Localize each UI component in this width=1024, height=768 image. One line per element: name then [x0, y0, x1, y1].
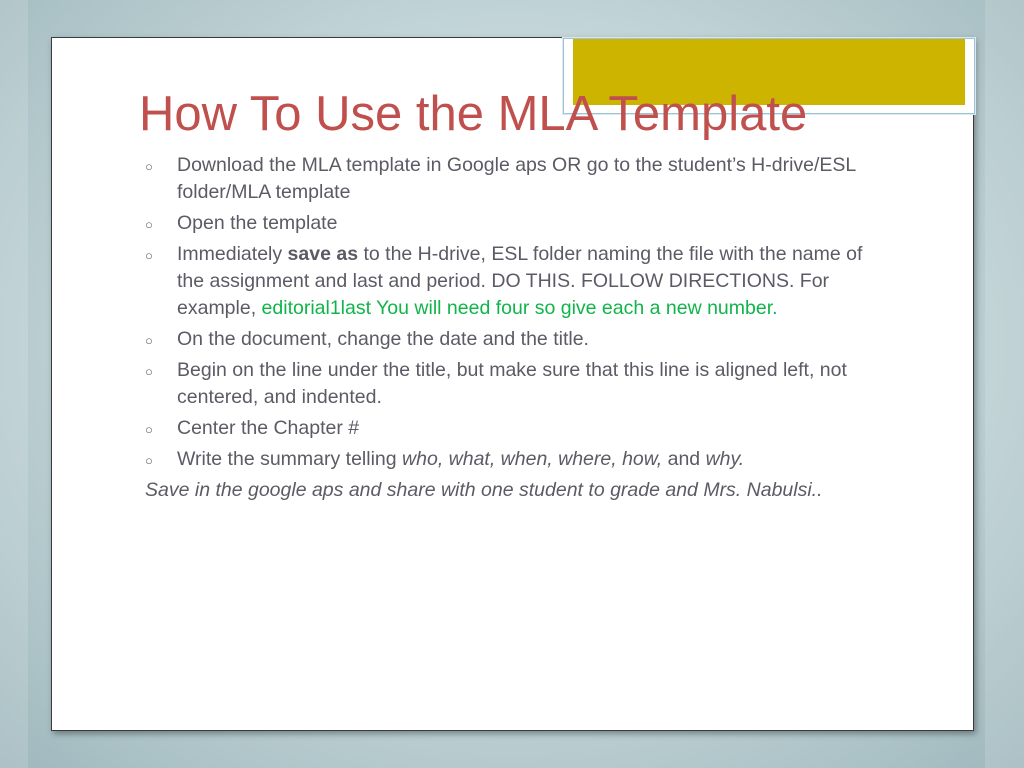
bullet-text: Begin on the line under the title, but make sure that this line is aligned left, not centered, and indented. — [177, 359, 847, 408]
bullet-circle-icon: ○ — [145, 453, 153, 468]
bullet-text: On the document, change the date and the title. — [177, 328, 589, 350]
background-stripe — [985, 0, 1024, 768]
bullet-center-chapter — [145, 415, 885, 442]
bullet-save-as — [145, 241, 885, 322]
bullet-text: Write the summary telling — [177, 448, 403, 470]
bullet-circle-icon: ○ — [145, 159, 153, 174]
bullet-text-continued: and — [662, 448, 706, 470]
five-ws-italic: who, what, when, where, how, — [402, 448, 663, 470]
slide-body — [145, 152, 885, 504]
background-stripe — [0, 0, 28, 768]
bullet-text: Open the template — [177, 212, 338, 234]
bullet-text: Immediately — [177, 243, 288, 265]
slide-title: How To Use the MLA Template — [139, 87, 808, 141]
bullet-download-template — [145, 152, 885, 206]
bullet-open-template — [145, 210, 885, 237]
bullet-change-date-title — [145, 326, 885, 353]
bullet-begin-line — [145, 357, 885, 411]
bullet-circle-icon: ○ — [145, 422, 153, 437]
bullet-circle-icon: ○ — [145, 248, 153, 263]
bullet-circle-icon: ○ — [145, 333, 153, 348]
bullet-text-continued: to the H-drive, ESL folder naming the file with the name of the assignment and last and period. DO THIS. FOLLOW DIRECTIONS. For example, — [177, 243, 863, 319]
why-italic: why. — [705, 448, 745, 470]
bullet-list — [145, 152, 885, 473]
bullet-circle-icon: ○ — [145, 364, 153, 379]
bullet-circle-icon: ○ — [145, 217, 153, 232]
bullet-text: Download the MLA template in Google aps OR go to the student’s H-drive/ESL folder/MLA template — [177, 154, 856, 203]
bullet-write-summary — [145, 446, 885, 473]
filename-example: editorial1last You will need four so give each a new number. — [261, 297, 778, 319]
closing-instruction: Save in the google aps and share with one student to grade and Mrs. Nabulsi.. — [145, 479, 823, 501]
save-as-emphasis: save as — [287, 243, 359, 265]
bullet-text: Center the Chapter # — [177, 417, 360, 439]
